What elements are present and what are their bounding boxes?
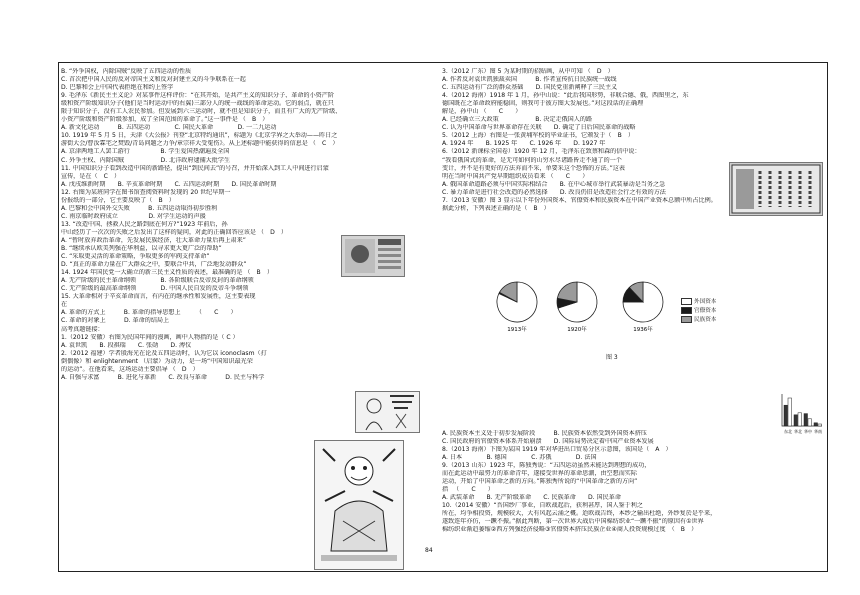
left-line: C. 革命的对象上 D. 革命的结局上 — [61, 317, 170, 325]
right-lower-line: 遂致连年亦仿，一蹶不振。”据此判断，第一次世界大战后中国棉纺织业“一蹶不振”的原因有①世界 — [442, 518, 704, 526]
right-line: A. 已经确立三大政策 B. 决定走俄国人的路 — [442, 116, 593, 124]
right-line: 5.（2012 上海）右图是一张黄埔军校的毕业证书，它颁发于（ B ） — [442, 132, 634, 140]
right-lower-line: 而在此运动中最努力的革命青年，遂接受世界的革命思潮，由空想而实际 — [442, 470, 637, 478]
pie-year-label: 1920年 — [567, 327, 587, 333]
pie-legend-item-national: 民族资本 — [681, 316, 716, 324]
bar-category-label: 华南 — [814, 429, 822, 434]
poster-graphic — [315, 441, 403, 569]
left-line: A. 巴黎和会中国外交失败 B. 五四运动取得初步胜利 — [61, 204, 218, 212]
right-line: A. 1924 年 B. 1925 年 C. 1926 年 D. 1927 年 — [442, 140, 606, 148]
left-line: 中山经历了一次次的失败之后发出了这样的疑问，对此的正确回答应该是 （ D ） — [61, 228, 288, 236]
bar-东北 — [784, 405, 788, 426]
right-line: 7.（2013 安徽）图 3 显示以下年份外国资本、官僚资本和民族资本在中国产业资本总额中所占比例。 — [442, 196, 717, 204]
left-line: 10. 1919 年 5 月 5 日，天津《大公报》刊登“北京特约通讯”，标题为《北京学界之大举动——昨日之 — [61, 132, 338, 140]
left-line: A. 戊戌维新时期 B. 辛亥革命时期 C. 五四运动时期 D. 国民革命时期 — [61, 180, 277, 188]
left-line: A. 革命的方式上 B. 革命的指导思想上 （ C ） — [61, 309, 237, 317]
left-line: 11. 中国知识分子看到改造中国的新路径，提出“到民间去”的号召，并开始深入到工人中间进行启蒙 — [61, 164, 329, 172]
certificate-image — [729, 162, 823, 216]
right-line: 德国既在之革命政府能稳固，则我可于彼方图大发展也。”对这段话的正确理 — [442, 100, 644, 108]
left-line: A. “暂时放弃政治革命，先发展民族经济，壮大革命力量后再上肃来” — [61, 236, 246, 244]
left-line: A. 新文化运动 B. 五四运动 C. 国民大革命 D. 一二九运动 — [61, 124, 277, 132]
left-line: 高考真题链接： — [61, 325, 104, 333]
pie-year-label: 1913年 — [507, 327, 527, 333]
right-line: 明在当时中国共产党早期组织成员看来 （ C ） — [442, 172, 589, 180]
page-number: 84 — [425, 547, 433, 554]
pie-year-label: 1936年 — [633, 327, 653, 333]
right-line: 据此分析，下列表述正确的是（ B ） — [442, 204, 550, 212]
right-line: C. 暴力革命是进行社会改造的必然选择 D. 改良仍旧是改造社会行之有效的方法 — [442, 188, 666, 196]
newspaper-image — [341, 235, 405, 277]
right-lower-line: 9.（2013 山东）1923 年，陈独秀说：“五四运动虽然未能达到理想的成功， — [442, 462, 651, 470]
trade-bar-chart — [776, 390, 824, 436]
left-line: A. 袁世凯 B. 段祺瑞 C. 张勋 D. 溥仪 — [61, 341, 192, 349]
left-line: 小资产阶级和资产阶级参加，成了全国范围的革命了。”这一事件是 （ B ） — [61, 116, 269, 124]
bar-华北 — [798, 413, 802, 426]
cartoon-graphic — [356, 392, 419, 432]
left-line: B. “外争国权，内除国贼”反映了五四运动的性质 — [61, 68, 192, 75]
left-line: C. 南京临时政府成立 D. 对学生运动的声援 — [61, 212, 206, 220]
right-lower-line: A. 武装革命 B. 无产阶级革命 C. 民族革命 D. 国民革命 — [442, 494, 621, 502]
left-line: 14. 1924 年国民党一大确立的新三民主义性质的表述，最准确的是 （ B ） — [61, 269, 273, 277]
bar-category-label: 华北 — [794, 429, 802, 434]
right-line: 解是，孙中山 （ C ） — [442, 108, 522, 116]
right-lower-line: 运动，开始了中国革命之新的方向。”陈独秀所说的“中国革命之新的方向” — [442, 478, 638, 486]
left-line: D. 巴黎和会上中国代表拒绝在和约上签字 — [61, 84, 174, 92]
right-lower-line: 8.（2013 海南）下图为某国 1919 年对华进出口贸易分区示意图，该国是（ A ） — [442, 445, 672, 453]
left-line: C. 首次把中国人民的反对帝国主义和反对封建主义的斗争联系在一起 — [61, 76, 246, 84]
left-line: C. 外争主权、内除国贼 D. 北洋政府逮捕大批学生 — [61, 156, 231, 164]
bar-华中 — [808, 419, 812, 426]
right-line: “我看俄国式的革命，是无可如何的山穷水尽诸路皆走不通了的一个 — [442, 156, 622, 164]
left-column — [61, 68, 432, 382]
bar-华南 — [814, 423, 818, 426]
left-line: A. 京津两地工人罢工游行 B. 学生爱国热潮遍及全国 — [61, 148, 230, 156]
certificate-graphic — [730, 163, 822, 215]
left-line: 级和资产阶级知识分子(他们是当时运动中的右翼)三部分人的统一战线的革命运动。它的弱点，就在只 — [61, 100, 334, 108]
right-lower-line: 指 （ C ） — [442, 486, 494, 494]
right-lower-line: A. 日本 B. 德国 C. 苏俄 D. 法国 — [442, 453, 597, 461]
right-lower-line: C. 国民政府的官僚资本体系开始崩溃 D. 国际局势决定着中国产业资本发展 — [442, 437, 654, 445]
pie-legend-item-bureaucratic: 官僚资本 — [681, 307, 716, 315]
right-line: 变计，并不是有更好的方法弃而不采，单要采这个恐怖的方法。”这表 — [442, 164, 625, 172]
left-line: 的运动”。在他看来，这场运动主要倡导 （ D ） — [61, 365, 199, 373]
left-line: 1.（2012 安徽）右图为民国年间的漫画，画中人物指的是（ C ） — [61, 333, 239, 341]
right-lower-line: 所在，均争相投资，规模较大，大有风起云涌之概。迨欧战告终，本纱之输出杜绝，外纱复於是乎来， — [442, 510, 717, 518]
left-line: B. “继续承认欧美列强在华利益，以寻求更大更广泛的帮助” — [61, 245, 222, 253]
left-line: 9. 毛泽东《新民主主义论》对某事件这样评价：“在其开始，是共产主义的知识分子、革命的小资产阶 — [61, 92, 334, 100]
right-line: 3.（2012 广东）图 5 为某时期的招贴画，从中可知 （ D ） — [442, 68, 614, 75]
right-line: 4.（2012 海南）1918 年 1 月，孙中山说：“此后我国形势，非联合德、俄，西图里之，东 — [442, 92, 689, 100]
left-line: 游街大会/曹汝霖宅之焚毁/青岛问题之力争/章宗祥大受寃伤》。从上述标题中能获得的信息是 （ C ） — [61, 140, 339, 148]
right-line: A. 作者反对袁世凯独裁卖国 B. 作者宣传抗日民族统一战线 — [442, 76, 617, 84]
left-line: C. “采取更灵活的革命策略，争取更多的军阀支持革命” — [61, 253, 210, 261]
pie-legend-item-foreign: 外国资本 — [681, 298, 716, 306]
bar-category-label: 华中 — [804, 429, 812, 434]
right-line: A. 俄国革命道路必须与中国实际相结合 B. 在中心城市举行武装暴动是当务之急 — [442, 180, 666, 188]
left-line: A. 自强与求富 B. 进化与革新 C. 改良与革命 D. 民主与科学 — [61, 373, 265, 381]
right-line: C. 五四运动有广泛的群众基础 D. 国民党重新阐释了三民主义 — [442, 84, 618, 92]
figure-caption: 图 3 — [606, 354, 618, 361]
right-lower-line: 10.（2014 安徽）“吾国纱厂事业，自欧战起后，获利甚厚，国人鉴于利之 — [442, 502, 643, 510]
left-line: C. 无产阶级的最高革命纲领 D. 中国人民自发的反帝斗争纲领 — [61, 285, 249, 293]
bar-东北 — [788, 398, 792, 426]
left-line: 15. 大革命相对于辛亥革命而言，有内在的继承性和发展性，这主要表现 — [61, 293, 256, 301]
bar-华北 — [794, 415, 798, 426]
left-line: D. “真正的革命力量在广大群众之中，要联合中共，广泛地发动群众” — [61, 261, 247, 269]
cartoon-image — [355, 391, 420, 433]
left-line: 倒偶像）和 enlightenment （启蒙）为动力，是一场“中国知识最光荣 — [61, 357, 253, 365]
right-line: 6.（2012 新课标全国卷）1920 年 12 月，毛泽东在致蔡和森的信中说： — [442, 148, 641, 156]
poster-image — [314, 440, 404, 570]
right-lower-line: A. 民族资本主义处于初步发展阶段 B. 民族资本依然受到外国资本挤压 — [442, 429, 647, 437]
bar-华南 — [818, 424, 822, 426]
left-line: 宣传，是在（ C ） — [61, 172, 121, 180]
left-line: 份报纸的一部分，它主要反映了（ B ） — [61, 196, 175, 204]
left-line: A. 无产阶级的民主革命纲领 B. 各阶级联合反帝反封的革命纲领 — [61, 277, 254, 285]
right-column-lower — [442, 430, 822, 535]
left-line: 12. 右图为某班同学在图书馆查阅资料时发现的 20 世纪早期一 — [61, 188, 231, 196]
left-line: 限于知识分子，没有工人农民参加。但发展到六三运动时，就不但是知识分子，而且有广大的无产阶级、 — [61, 108, 342, 116]
left-line: 2.（2012 福建）学者殷海光在论及五四运动时，认为它以 iconoclasm（打 — [61, 349, 267, 357]
right-line: C. 认为中国革命与世界革命存在关联 D. 确定了日后国民革命的战略 — [442, 124, 636, 132]
newspaper-graphic — [342, 236, 404, 276]
right-lower-line: 棉纺织业渐趋萎缩②西方列强经济侵略③官僚资本挤压民族企业④商人投资规模过度 （ B ） — [442, 526, 698, 534]
bar-category-label: 东北 — [784, 429, 792, 434]
bar-华中 — [804, 414, 808, 426]
left-line: 13. “改造中国、拯救人民之路到底在何方?”1923 年前后，孙 — [61, 220, 228, 228]
pie-slice-民族资本 — [557, 282, 577, 302]
left-line: 在 — [61, 301, 68, 309]
